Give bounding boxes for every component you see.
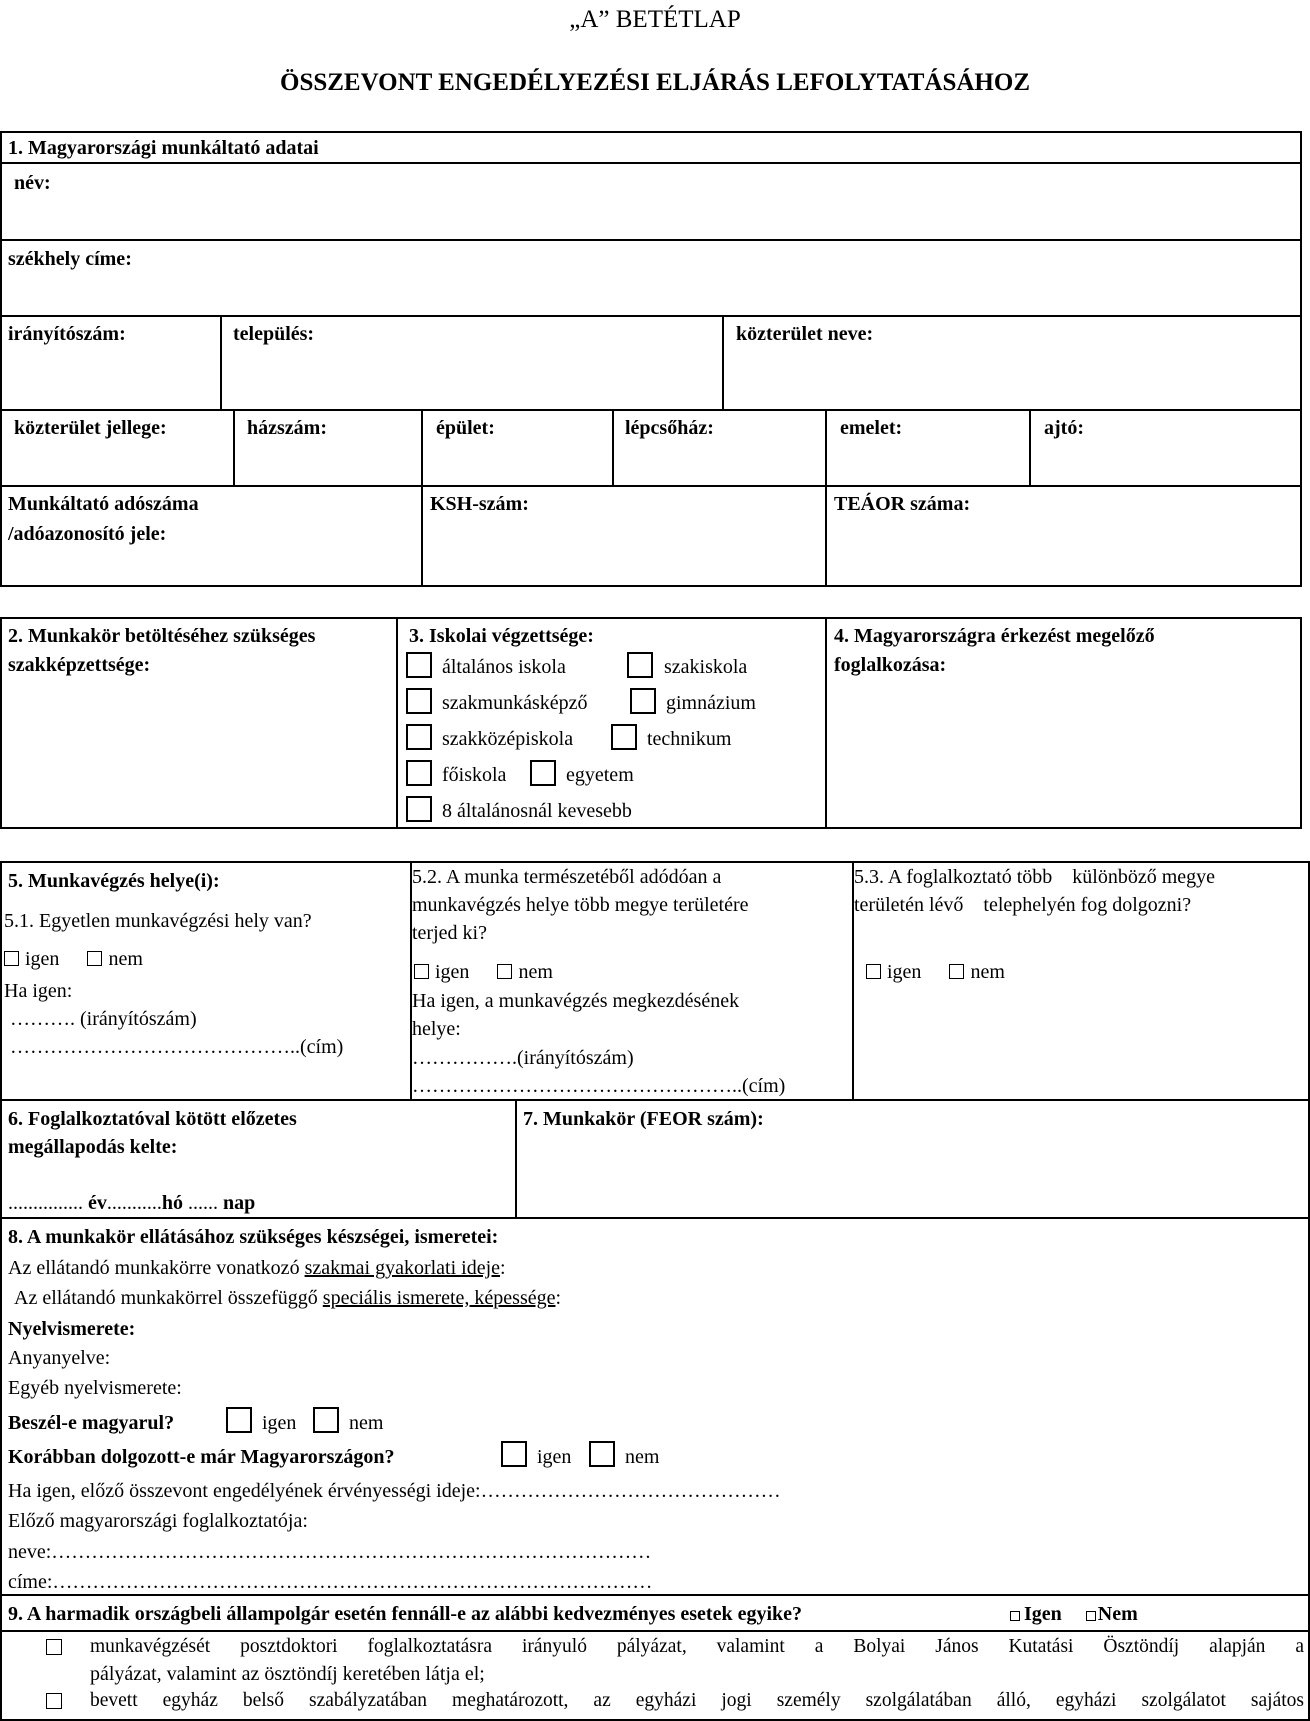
mother-tongue-label: Anyanyelve: bbox=[8, 1347, 111, 1369]
building-label: épület: bbox=[436, 417, 495, 439]
grammar-school-checkbox[interactable] bbox=[630, 688, 656, 714]
language-title: Nyelvismerete: bbox=[8, 1318, 136, 1340]
main-title: ÖSSZEVONT ENGEDÉLYEZÉSI ELJÁRÁS LEFOLYTATÁSÁHOZ bbox=[280, 69, 1030, 96]
worked-in-hungary-yes-label: igen bbox=[537, 1446, 572, 1468]
q53-options bbox=[866, 961, 1005, 984]
q53-no-checkbox[interactable] bbox=[949, 964, 964, 979]
special-suffix: : bbox=[555, 1287, 562, 1309]
door-label: ajtó: bbox=[1044, 417, 1084, 439]
section4-title-line2: foglalkozása: bbox=[834, 654, 947, 676]
q52-options bbox=[414, 961, 553, 984]
section9-no-label: Nem bbox=[1097, 1603, 1138, 1625]
q52-address-line: …………………………………………..(cím) bbox=[412, 1075, 786, 1097]
previous-employer-address-line: címe:……………………………………………………………………………… bbox=[8, 1571, 653, 1593]
house-number-label: házszám: bbox=[247, 417, 327, 439]
college-checkbox[interactable] bbox=[406, 760, 432, 786]
tax-label-line1: Munkáltató adószáma bbox=[8, 493, 199, 515]
practice-prefix: Az ellátandó munkakörre vonatkozó bbox=[8, 1257, 305, 1279]
less-than-8-grades-checkbox[interactable] bbox=[406, 796, 432, 822]
q53-no-label: nem bbox=[970, 961, 1005, 983]
university-checkbox[interactable] bbox=[530, 760, 556, 786]
q52-zip-line: …………….(irányítószám) bbox=[412, 1047, 634, 1069]
q52-if-yes-line1: Ha igen, a munkavégzés megkezdésének bbox=[412, 990, 740, 1012]
section9-yes-checkbox[interactable] bbox=[1010, 1611, 1020, 1621]
worked-in-hungary-no-label: nem bbox=[625, 1446, 660, 1468]
section9-options bbox=[1010, 1603, 1138, 1626]
other-language-label: Egyéb nyelvismerete: bbox=[8, 1377, 182, 1399]
apprentice-school-checkbox[interactable] bbox=[406, 688, 432, 714]
university-label: egyetem bbox=[566, 764, 634, 786]
section6-title-line1: 6. Foglalkoztatóval kötött előzetes bbox=[8, 1108, 297, 1130]
permit-validity-line: Ha igen, előző összevont engedélyének érvényességi ideje:……………………………………… bbox=[8, 1480, 781, 1502]
practice-time-line bbox=[8, 1257, 506, 1280]
q52-line2: munkavégzés helye több megye területére bbox=[412, 894, 749, 916]
speaks-hungarian-yes-checkbox[interactable] bbox=[226, 1407, 252, 1433]
postdoc-text-line2: pályázat, valamint az ösztöndíj keretében látja el; bbox=[90, 1663, 485, 1685]
technical-school-checkbox[interactable] bbox=[611, 724, 637, 750]
postdoc-text-line1: munkavégzését posztdoktori foglalkoztatásra irányuló pályázat, valamint a Bolyai János Kutatási Ösztöndíj alapján a bbox=[90, 1636, 1304, 1657]
less-than-8-grades-label: 8 általánosnál kevesebb bbox=[442, 800, 632, 822]
section1-title: 1. Magyarországi munkáltató adatai bbox=[8, 137, 319, 159]
floor-label: emelet: bbox=[840, 417, 903, 439]
church-service-text-line1: bevett egyház belső szabályzatában meghatározott, az egyházi jogi személy szolgálatában álló, egyházi szolgálatot sajátos bbox=[90, 1690, 1304, 1711]
q52-if-yes-line2: helye: bbox=[412, 1018, 461, 1040]
month-dots[interactable]: ........... bbox=[106, 1192, 162, 1214]
insert-title: „A” BETÉTLAP bbox=[569, 6, 741, 33]
section1-box bbox=[0, 131, 1302, 587]
name-label: név: bbox=[14, 172, 51, 194]
q51-yes-label: igen bbox=[25, 948, 60, 970]
practice-suffix: : bbox=[500, 1257, 506, 1279]
speaks-hungarian-question: Beszél-e magyarul? bbox=[8, 1412, 175, 1434]
section2-title-line1: 2. Munkakör betöltéséhez szükséges bbox=[8, 625, 316, 647]
section2-4-box bbox=[0, 617, 1302, 829]
street-name-label: közterület neve: bbox=[736, 323, 874, 345]
q52-yes-checkbox[interactable] bbox=[414, 964, 429, 979]
special-underlined: speciális ismerete, képessége bbox=[322, 1287, 556, 1309]
staircase-label: lépcsőház: bbox=[625, 417, 714, 439]
city-label: település: bbox=[233, 323, 315, 345]
q52-yes-label: igen bbox=[435, 961, 470, 983]
church-service-checkbox[interactable] bbox=[46, 1693, 62, 1709]
q53-yes-label: igen bbox=[887, 961, 922, 983]
q51-address-line: ……………………………………..(cím) bbox=[10, 1036, 344, 1058]
q51-zip-line: ………. (irányítószám) bbox=[10, 1008, 197, 1030]
secondary-vocational-checkbox[interactable] bbox=[406, 724, 432, 750]
q51-no-label: nem bbox=[108, 948, 143, 970]
month-label: hó bbox=[161, 1192, 184, 1214]
elementary-school-label: általános iskola bbox=[442, 656, 566, 678]
section9-no-checkbox[interactable] bbox=[1086, 1611, 1096, 1621]
secondary-vocational-label: szakközépiskola bbox=[442, 728, 574, 750]
q51-yes-checkbox[interactable] bbox=[4, 951, 19, 966]
section9-title: 9. A harmadik országbeli állampolgár esetén fennáll-e az alábbi kedvezményes esetek egyike? bbox=[8, 1603, 803, 1625]
section2-title-line2: szakképzettsége: bbox=[8, 654, 151, 676]
section8-title: 8. A munkakör ellátásához szükséges készségei, ismeretei: bbox=[8, 1226, 499, 1248]
speaks-hungarian-no-checkbox[interactable] bbox=[313, 1407, 339, 1433]
previous-employer-label: Előző magyarországi foglalkoztatója: bbox=[8, 1510, 308, 1532]
technical-school-label: technikum bbox=[647, 728, 732, 750]
ksh-label: KSH-szám: bbox=[430, 493, 529, 515]
vocational-school-label: szakiskola bbox=[664, 656, 748, 678]
speaks-hungarian-yes-label: igen bbox=[262, 1412, 297, 1434]
q53-line1: 5.3. A foglalkoztató több különböző megye bbox=[854, 866, 1216, 888]
q52-line3: terjed ki? bbox=[412, 922, 487, 944]
q52-no-label: nem bbox=[518, 961, 553, 983]
section7-title: 7. Munkakör (FEOR szám): bbox=[523, 1108, 764, 1130]
section4-title-line1: 4. Magyarországra érkezést megelőző bbox=[834, 625, 1155, 647]
q51-if-yes: Ha igen: bbox=[4, 980, 73, 1002]
q53-yes-checkbox[interactable] bbox=[866, 964, 881, 979]
worked-in-hungary-question: Korábban dolgozott-e már Magyarországon? bbox=[8, 1446, 395, 1468]
seat-label: székhely címe: bbox=[8, 248, 132, 270]
zip-label: irányítószám: bbox=[8, 323, 126, 345]
section3-title: 3. Iskolai végzettsége: bbox=[409, 625, 594, 647]
year-dots[interactable]: ............... bbox=[8, 1192, 83, 1214]
previous-employer-name-line: neve:……………………………………………………………………………… bbox=[8, 1541, 652, 1563]
worked-in-hungary-no-checkbox[interactable] bbox=[589, 1441, 615, 1467]
teaor-label: TEÁOR száma: bbox=[834, 493, 971, 515]
agreement-date-line bbox=[8, 1192, 255, 1215]
special-prefix: Az ellátandó munkakörrel összefüggő bbox=[14, 1287, 323, 1309]
practice-underlined: szakmai gyakorlati ideje bbox=[304, 1257, 501, 1279]
section6-title-line2: megállapodás kelte: bbox=[8, 1136, 178, 1158]
day-dots[interactable]: ...... bbox=[188, 1192, 219, 1214]
year-label: év bbox=[88, 1192, 107, 1214]
q51-options bbox=[4, 948, 143, 971]
section5-title: 5. Munkavégzés helye(i): bbox=[8, 870, 220, 892]
apprentice-school-label: szakmunkásképző bbox=[442, 692, 588, 714]
postdoc-checkbox[interactable] bbox=[46, 1639, 62, 1655]
speaks-hungarian-no-label: nem bbox=[349, 1412, 384, 1434]
elementary-school-checkbox[interactable] bbox=[406, 652, 432, 678]
college-label: főiskola bbox=[442, 764, 507, 786]
worked-in-hungary-yes-checkbox[interactable] bbox=[501, 1441, 527, 1467]
day-label: nap bbox=[223, 1192, 256, 1214]
grammar-school-label: gimnázium bbox=[666, 692, 756, 714]
tax-label-line2: /adóazonosító jele: bbox=[8, 523, 167, 545]
special-skills-line bbox=[14, 1287, 561, 1310]
section9-yes-label: Igen bbox=[1024, 1603, 1062, 1625]
q51-no-checkbox[interactable] bbox=[87, 951, 102, 966]
q51-text: 5.1. Egyetlen munkavégzési hely van? bbox=[4, 910, 312, 932]
street-type-label: közterület jellege: bbox=[14, 417, 167, 439]
q53-line2: területén lévő telephelyén fog dolgozni? bbox=[854, 894, 1192, 916]
q52-line1: 5.2. A munka természetéből adódóan a bbox=[412, 866, 722, 888]
vocational-school-checkbox[interactable] bbox=[627, 652, 653, 678]
q52-no-checkbox[interactable] bbox=[497, 964, 512, 979]
